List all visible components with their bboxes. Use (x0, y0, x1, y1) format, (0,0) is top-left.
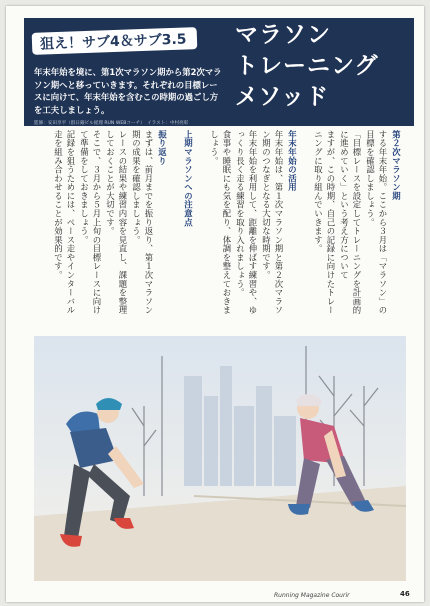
text-column: する年末年始。ここから３月は「マラソン」の目標を確認しましょう。 (365, 130, 388, 315)
text-column: 年末年始は、第１次マラソン期と第２次マラソン期のつなぎとなる大切な時期です。 (261, 130, 284, 315)
volume-label: Vol.10 (365, 103, 408, 117)
page-number: 46 (400, 590, 410, 598)
subtitle-badge (32, 27, 197, 55)
magazine-name: Running Magazine Courir (274, 592, 350, 599)
runners-illustration (34, 336, 406, 581)
text-column: 年末年始を利用して、距離を伸ばす練習や、ゆっくり長く走る練習を取り入れましょう。 (235, 130, 258, 315)
text-column: 年末年始の活用 (287, 130, 298, 192)
credit-line: 監修：安田享平（群日銀ビル経理 RUN WEBコーチ） イラスト：中村亮彰 (34, 121, 189, 126)
title-line-3: メソッド (235, 84, 330, 110)
text-column: 「目標レースを設定してトレーニングを計画的に進めていく」という考え方について (339, 130, 362, 315)
text-column: レースの結果や練習内容を見直し、課題を整理しておくことが大切です。 (105, 130, 128, 315)
text-column: 上期マラソンへの注意点 (183, 130, 194, 227)
magazine-page (6, 6, 424, 602)
text-column: そこで、３月から５月上旬の目標レースに向けて準備をしておきましょう。 (79, 130, 102, 315)
text-column: 食事や睡眠にも気を配り、体調を整えておきましょう。 (209, 130, 232, 315)
article-title (235, 20, 411, 113)
text-column: まずは、前月までを振り返り、第１次マラソン期の成果を確認しましょう。 (131, 130, 154, 315)
title-line-2: トレーニング (235, 53, 379, 79)
lead-text: 年末年始を境に、第1次マラソン期から第2次マラソン期へと移っていきます。それぞれの目標レースに向けて、年末年始を含むこの時期の過ごし方を工夫しましょう。 (34, 67, 222, 115)
text-column: ますが、この時期、自己の記録に向けたトレーニングに取り組んでいきます。 (313, 130, 336, 315)
vol-divider (350, 102, 352, 116)
badge-text: 狙え！サブ4＆サブ3.5 (39, 31, 187, 53)
text-column: 記録を狙うためには、ペース走やインターバル走を組み合わせることが効果的です。 (53, 130, 76, 315)
text-column: 振り返り (157, 130, 168, 166)
text-column: 第２次マラソン期 (391, 130, 402, 201)
title-line-1: マラソン (235, 22, 331, 48)
header-banner (24, 18, 414, 126)
